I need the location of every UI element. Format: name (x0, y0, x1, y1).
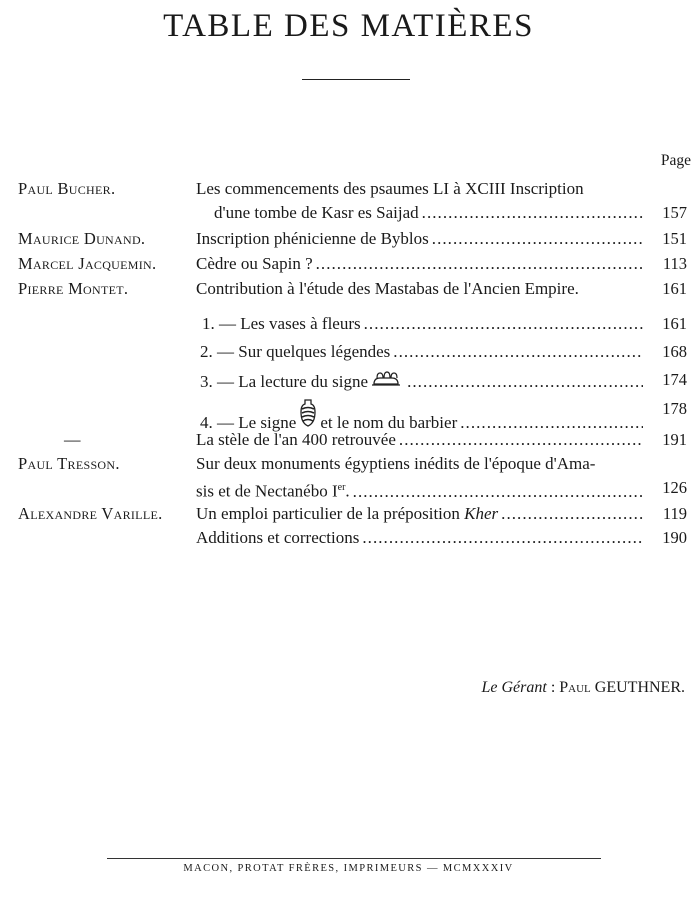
page-number: 178 (662, 399, 687, 418)
author-ditto-dash: — (64, 430, 81, 449)
dot-leader (501, 503, 643, 525)
title-divider (302, 79, 410, 80)
publisher-manager-line: Le Gérant : Paul GEUTHNER. (481, 679, 685, 696)
author-name: Paul Tresson. (18, 454, 120, 473)
page-number: 161 (662, 279, 687, 298)
subentry-title: 2. — Sur quelques légendes . . . (200, 341, 643, 363)
author-name: Marcel Jacquemin. (18, 254, 157, 273)
page-number: 126 (662, 478, 687, 497)
entry-title: La stèle de l'an 400 retrouvée . . . (196, 429, 643, 451)
author-name: Maurice Dunand. (18, 229, 146, 248)
entry-title-line2: sis et de Nectanébo Ier. . . . (196, 477, 643, 499)
footer-divider (107, 858, 601, 859)
dot-leader (362, 527, 643, 549)
dot-leader (364, 313, 643, 335)
page-number: 157 (662, 203, 687, 222)
dot-leader (399, 429, 643, 451)
page-number: 113 (662, 254, 687, 273)
entry-title: Additions et corrections . . . (196, 527, 643, 549)
entry-title: Inscription phénicienne de Byblos . . . (196, 228, 643, 250)
author-name: Alexandre Varille. (18, 504, 163, 523)
dot-leader (316, 253, 643, 275)
page-number: 174 (662, 370, 687, 389)
dot-leader (422, 202, 643, 224)
entry-title: Un emploi particulier de la préposition Kher . . . (196, 503, 643, 525)
entry-title: Cèdre ou Sapin ? . . . (196, 253, 643, 275)
page-number: 119 (662, 504, 687, 523)
page-column-header: Page (660, 152, 691, 169)
dot-leader (407, 371, 643, 393)
author-name: Paul Bucher. (18, 179, 116, 198)
dot-leader (432, 228, 643, 250)
printer-footer: MACON, PROTAT FRÈRES, IMPRIMEURS — MCMXXXIV (183, 863, 514, 874)
page-number: 151 (662, 229, 687, 248)
author-name: Pierre Montet. (18, 279, 129, 298)
dot-leader (393, 341, 643, 363)
entry-title: Contribution à l'étude des Mastabas de l'Ancien Empire. (196, 279, 579, 298)
dot-leader (353, 481, 643, 503)
subentry-title: 4. — Le signe et le nom du barbier . . . (200, 398, 643, 420)
page-number: 191 (662, 430, 687, 449)
entry-title-line1: Sur deux monuments égyptiens inédits de l'époque d'Ama- (196, 454, 596, 473)
hieroglyph-sign-icon (371, 369, 401, 393)
manager-role: Le Gérant (481, 679, 547, 696)
page-number: 168 (662, 342, 687, 361)
manager-last-name: GEUTHNER. (594, 679, 685, 696)
entry-title-line2: d'une tombe de Kasr es Saijad . . . (214, 202, 643, 224)
entry-title-line1: Les commencements des psaumes LI à XCIII Inscription (196, 179, 584, 198)
subentry-title: 3. — La lecture du signe . . . (200, 369, 643, 391)
page-number: 161 (662, 314, 687, 333)
manager-first-name: Paul (559, 679, 591, 696)
subentry-title: 1. — Les vases à fleurs . . . (202, 313, 643, 335)
page-title: TABLE DES MATIÈRES (163, 8, 534, 44)
page-number: 190 (662, 528, 687, 547)
